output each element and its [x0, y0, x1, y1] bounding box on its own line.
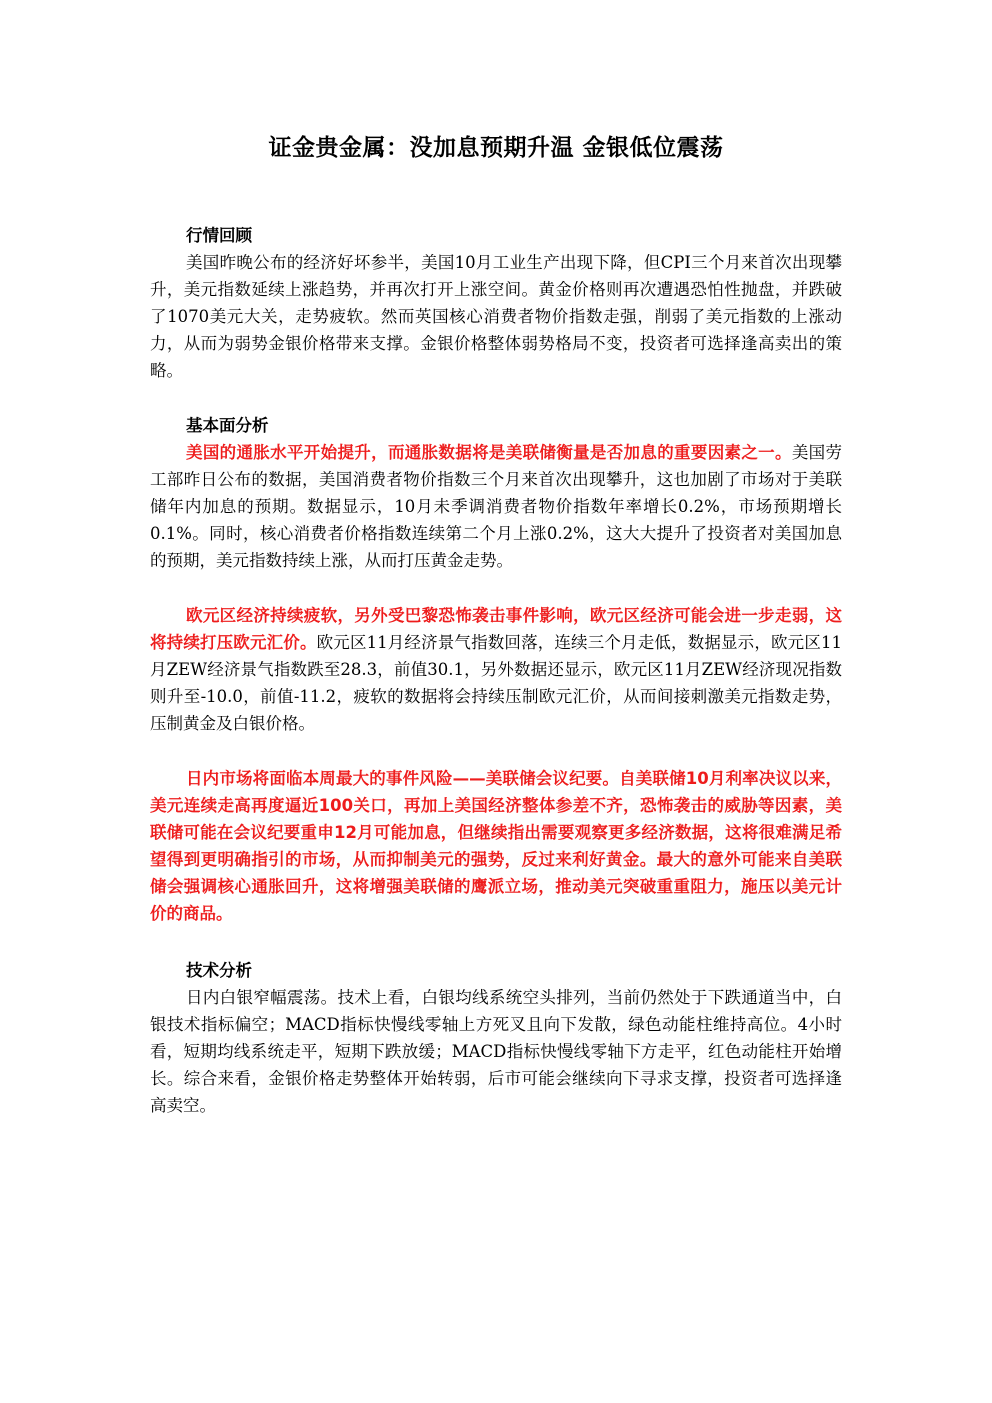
highlight-text: 欧元区经济持续疲软，另外受巴黎恐怖袭击事件影响，欧元区经济可能会进一步走弱，这将持续打压欧元汇价。 [150, 606, 842, 652]
highlight-text: 美国的通胀水平开始提升，而通胀数据将是美联储衡量是否加息的重要因素之一。 [186, 443, 792, 462]
paragraph [150, 602, 842, 737]
section-fed-minutes [150, 765, 842, 927]
document-title: 证金贵金属：没加息预期升温 金银低位震荡 [268, 135, 724, 161]
paragraph-body: 美国昨晚公布的经济好坏参半，美国10月工业生产出现下降，但CPI三个月来首次出现攀升，美元指数延续上涨趋势，并再次打开上涨空间。黄金价格则再次遭遇恐怕性抛盘，并跌破了1070美元大关，走势疲软。然而英国核心消费者物价指数走强，削弱了美元指数的上涨动力，从而为弱势金银价格带来支撑。金银价格整体弱势格局不变，投资者可选择逢高卖出的策略。 [150, 253, 842, 380]
document-page [150, 128, 842, 1119]
section-heading: 技术分析 [186, 961, 252, 980]
paragraph [150, 765, 842, 927]
section-heading: 基本面分析 [186, 416, 269, 435]
section-eurozone [150, 602, 842, 737]
paragraph-body: 美国劳工部昨日公布的数据，美国消费者物价指数三个月来首次出现攀升，这也加剧了市场对于美联储年内加息的预期。数据显示，10月未季调消费者物价指数年率增长0.2%，市场预期增长0.1%。同时，核心消费者价格指数连续第二个月上涨0.2%，这大大提升了投资者对美国加息的预期，美元指数持续上涨，从而打压黄金走势。 [150, 443, 843, 570]
section-heading: 行情回顾 [186, 226, 252, 245]
paragraph-body: 欧元区11月经济景气指数回落，连续三个月走低，数据显示，欧元区11月ZEW经济景气指数跌至28.3，前值30.1，另外数据还显示，欧元区11月ZEW经济现况指数则升至-10.0，前值-11.2，疲软的数据将会持续压制欧元汇价，从而间接刺激美元指数走势，压制黄金及白银价格。 [150, 633, 842, 733]
section-fundamental-analysis [150, 412, 842, 574]
section-market-review [150, 222, 842, 384]
highlight-text: 日内市场将面临本周最大的事件风险——美联储会议纪要。自美联储10月利率决议以来，美元连续走高再度逼近100关口，再加上美国经济整体参差不齐，恐怖袭击的威胁等因素，美联储可能在会议纪要重申12月可能加息，但继续指出需要观察更多经济数据，这将很难满足希望得到更明确指引的市场，从而抑制美元的强势，反过来利好黄金。最大的意外可能来自美联储会强调核心通胀回升，这将增强美联储的鹰派立场，推动美元突破重重阻力，施压以美元计价的商品。 [150, 769, 842, 923]
paragraph [150, 439, 842, 574]
section-technical-analysis [150, 957, 842, 1119]
paragraph-body: 日内白银窄幅震荡。技术上看，白银均线系统空头排列，当前仍然处于下跌通道当中，白银技术指标偏空；MACD指标快慢线零轴上方死叉且向下发散，绿色动能柱维持高位。4小时看，短期均线系统走平，短期下跌放缓；MACD指标快慢线零轴下方走平，红色动能柱开始增长。综合来看，金银价格走势整体开始转弱，后市可能会继续向下寻求支撑，投资者可选择逢高卖空。 [150, 988, 842, 1115]
